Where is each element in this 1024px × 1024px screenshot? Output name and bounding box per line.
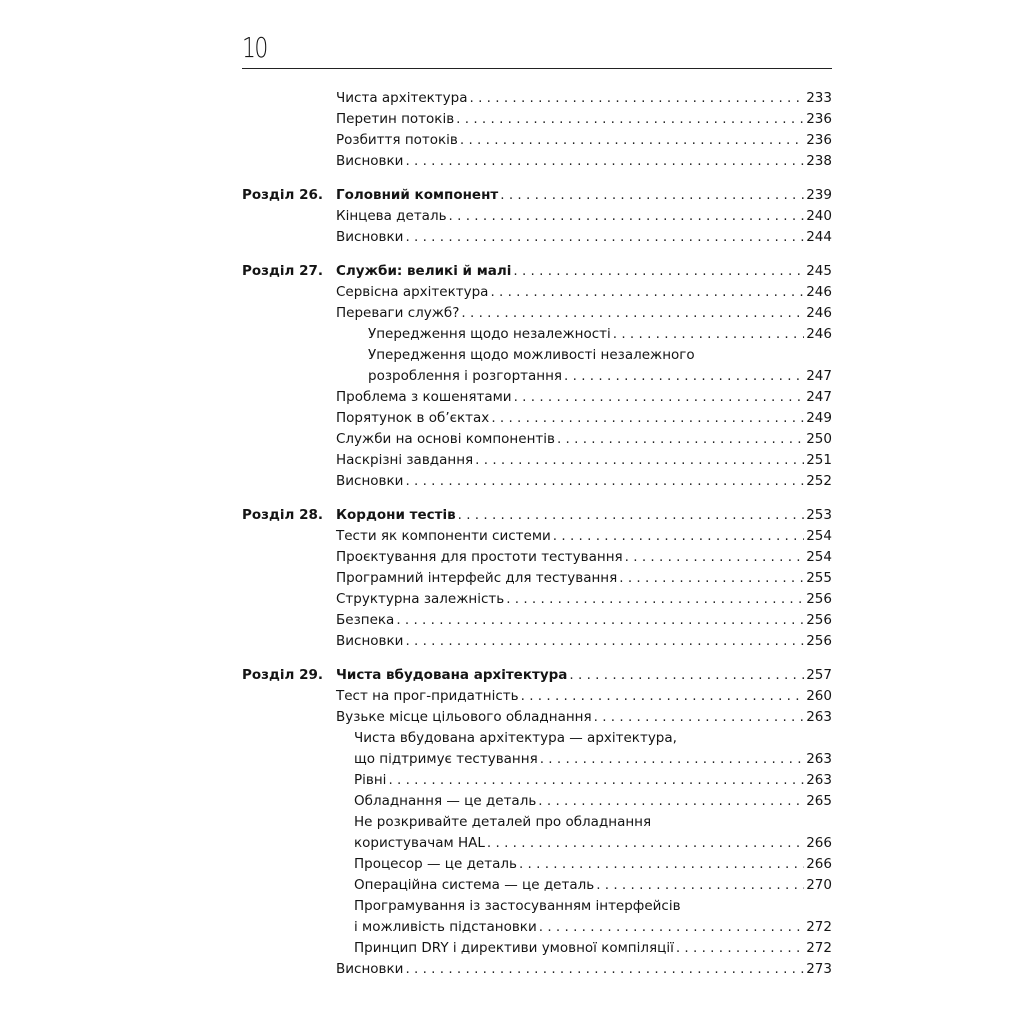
dot-leader: [490, 282, 804, 303]
dot-leader: [540, 749, 805, 770]
toc-row: [242, 686, 832, 707]
toc-row: [242, 665, 832, 686]
toc-entry-title: Рівні: [354, 772, 387, 788]
toc-entry[interactable]: [354, 791, 832, 812]
toc-row-continued: [242, 345, 832, 366]
toc-entry-page: 256: [806, 612, 832, 628]
toc-entry-first-line: Упередження щодо можливості незалежного: [368, 347, 695, 363]
dot-leader: [405, 631, 804, 652]
dot-leader: [613, 324, 804, 345]
toc-row-continued: [242, 896, 832, 917]
toc-entry-page: 252: [806, 473, 832, 489]
toc-entry-title: Тести як компоненти системи: [336, 528, 551, 544]
section-gap: [242, 248, 832, 261]
toc-entry[interactable]: [354, 749, 832, 770]
toc-entry-title: Проєктування для простоти тестування: [336, 549, 623, 565]
toc-entry-title: Чиста вбудована архітектура: [336, 667, 568, 683]
toc-entry[interactable]: [354, 938, 832, 959]
toc-row: [242, 88, 832, 109]
toc-entry-title: Принцип DRY і директиви умовної компіляції: [354, 940, 674, 956]
toc-entry-title: Упередження щодо незалежності: [368, 326, 611, 342]
toc-entry-page: 254: [806, 528, 832, 544]
toc-entry[interactable]: [336, 151, 832, 172]
toc-entry-page: 255: [806, 570, 832, 586]
chapter-title-entry[interactable]: [336, 261, 832, 282]
toc-entry-page: 254: [806, 549, 832, 565]
dot-leader: [625, 547, 805, 568]
toc-entry[interactable]: [354, 854, 832, 875]
dot-leader: [405, 227, 804, 248]
toc-entry-title: Тест на прог-придатність: [336, 688, 519, 704]
chapter-label: Розділ 26.: [242, 187, 324, 203]
toc-entry[interactable]: [336, 568, 832, 589]
toc-entry-page: 250: [806, 431, 832, 447]
dot-leader: [596, 875, 804, 896]
toc-row: [242, 227, 832, 248]
toc-row: [242, 324, 832, 345]
toc-entry-page: 233: [806, 90, 832, 106]
toc-row: [242, 366, 832, 387]
toc-row: [242, 303, 832, 324]
toc-entry-title: Висновки: [336, 633, 404, 649]
dot-leader: [500, 185, 804, 206]
toc-section: [242, 505, 832, 652]
section-gap: [242, 492, 832, 505]
toc-row: [242, 505, 832, 526]
toc-entry-page: 263: [806, 772, 832, 788]
toc-entry-page: 273: [806, 961, 832, 977]
toc-entry[interactable]: [336, 429, 832, 450]
toc-entry[interactable]: [368, 324, 832, 345]
toc-row: [242, 791, 832, 812]
dot-leader: [405, 471, 804, 492]
dot-leader: [491, 408, 804, 429]
dot-leader: [513, 261, 804, 282]
toc-entry-page: 239: [806, 187, 832, 203]
toc-entry-page: 263: [806, 751, 832, 767]
toc-row: [242, 109, 832, 130]
toc-entry-title: Безпека: [336, 612, 395, 628]
toc-entry[interactable]: [336, 547, 832, 568]
toc-entry[interactable]: [336, 206, 832, 227]
chapter-label: Розділ 29.: [242, 667, 324, 683]
toc-row: [242, 282, 832, 303]
toc-row: [242, 770, 832, 791]
toc-entry-title: Переваги служб?: [336, 305, 460, 321]
toc-entry-title: Висновки: [336, 229, 404, 245]
toc-row: [242, 130, 832, 151]
toc-row: [242, 568, 832, 589]
toc-entry[interactable]: [368, 366, 832, 387]
toc-row: [242, 450, 832, 471]
toc-entry-page: 272: [806, 919, 832, 935]
chapter-label: Розділ 28.: [242, 507, 324, 523]
toc-row: [242, 387, 832, 408]
toc-entry-title: Розбиття потоків: [336, 132, 458, 148]
toc-entry-page: 236: [806, 111, 832, 127]
toc-entry-title: Наскрізні завдання: [336, 452, 474, 468]
toc-entry-page: 257: [806, 667, 832, 683]
toc-entry-page: 272: [806, 940, 832, 956]
toc-entry-page: 270: [806, 877, 832, 893]
page-number: 10: [242, 31, 267, 64]
toc-entry-title: розроблення і розгортання: [368, 368, 563, 384]
toc-entry[interactable]: [336, 408, 832, 429]
toc-entry-title: Кордони тестів: [336, 507, 456, 523]
dot-leader: [538, 791, 804, 812]
dot-leader: [469, 88, 804, 109]
toc-entry-page: 263: [806, 709, 832, 725]
toc-entry-title: Програмний інтерфейс для тестування: [336, 570, 618, 586]
toc-row: [242, 526, 832, 547]
toc-row: [242, 429, 832, 450]
toc-entry-page: 247: [806, 389, 832, 405]
toc-entry-page: 238: [806, 153, 832, 169]
toc-entry-title: Проблема з кошенятами: [336, 389, 512, 405]
dot-leader: [458, 505, 805, 526]
toc-row: [242, 547, 832, 568]
toc-row: [242, 938, 832, 959]
dot-leader: [676, 938, 804, 959]
toc-entry-page: 245: [806, 263, 832, 279]
toc-entry[interactable]: [336, 227, 832, 248]
toc-entry-title: Процесор — це деталь: [354, 856, 517, 872]
toc-entry-page: 266: [806, 835, 832, 851]
toc-entry-title: Структурна залежність: [336, 591, 505, 607]
toc-entry[interactable]: [336, 303, 832, 324]
dot-leader: [564, 366, 804, 387]
toc-entry[interactable]: [336, 387, 832, 408]
toc-entry-title: Вузьке місце цільового обладнання: [336, 709, 592, 725]
toc-entry-page: 256: [806, 633, 832, 649]
toc-row: [242, 631, 832, 652]
section-gap: [242, 652, 832, 665]
toc-entry-title: Служби: великі й малі: [336, 263, 512, 279]
toc-entry-title: Головний компонент: [336, 187, 499, 203]
toc-row: [242, 854, 832, 875]
toc-entry-page: 249: [806, 410, 832, 426]
table-of-contents: [242, 88, 832, 980]
toc-entry[interactable]: [336, 707, 832, 728]
toc-row: [242, 151, 832, 172]
toc-entry[interactable]: [336, 471, 832, 492]
toc-entry-page: 246: [806, 305, 832, 321]
dot-leader: [449, 206, 805, 227]
dot-leader: [475, 450, 804, 471]
toc-entry-title: Сервісна архітектура: [336, 284, 489, 300]
toc-entry-first-line: Не розкривайте деталей про обладнання: [354, 814, 652, 830]
toc-entry-page: 240: [806, 208, 832, 224]
toc-entry-title: користувачам HAL: [354, 835, 485, 851]
toc-row: [242, 749, 832, 770]
toc-entry-title: Операційна система — це деталь: [354, 877, 595, 893]
dot-leader: [460, 130, 804, 151]
toc-row-continued: [242, 812, 832, 833]
toc-row: [242, 471, 832, 492]
toc-entry-title: Висновки: [336, 961, 404, 977]
toc-entry-page: 236: [806, 132, 832, 148]
dot-leader: [594, 707, 805, 728]
toc-row: [242, 408, 832, 429]
toc-entry-page: 246: [806, 284, 832, 300]
toc-row-continued: [242, 728, 832, 749]
toc-entry[interactable]: [336, 610, 832, 631]
toc-entry-page: 256: [806, 591, 832, 607]
toc-entry-title: Порятунок в об’єктах: [336, 410, 490, 426]
chapter-title-entry[interactable]: [336, 505, 832, 526]
toc-entry-first-line: Програмування із застосуванням інтерфейсів: [354, 898, 681, 914]
toc-entry-page: 253: [806, 507, 832, 523]
dot-leader: [619, 568, 804, 589]
toc-entry-title: Чиста архітектура: [336, 90, 468, 106]
toc-entry-title: Кінцева деталь: [336, 208, 447, 224]
toc-row: [242, 917, 832, 938]
toc-entry-first-line: Чиста вбудована архітектура — архітектура,: [354, 730, 677, 746]
toc-entry-title: що підтримує тестування: [354, 751, 538, 767]
toc-row: [242, 875, 832, 896]
toc-entry-page: 265: [806, 793, 832, 809]
section-gap: [242, 172, 832, 185]
dot-leader: [553, 526, 804, 547]
dot-leader: [514, 387, 805, 408]
toc-entry[interactable]: [336, 526, 832, 547]
dot-leader: [521, 686, 805, 707]
dot-leader: [405, 151, 804, 172]
toc-row: [242, 610, 832, 631]
chapter-title-entry[interactable]: [336, 185, 832, 206]
header-rule: [242, 68, 832, 69]
dot-leader: [557, 429, 804, 450]
toc-entry-title: Висновки: [336, 473, 404, 489]
dot-leader: [396, 610, 804, 631]
toc-entry[interactable]: [354, 875, 832, 896]
dot-leader: [405, 959, 804, 980]
toc-entry[interactable]: [354, 770, 832, 791]
toc-row: [242, 959, 832, 980]
toc-entry[interactable]: [336, 631, 832, 652]
toc-entry-title: Висновки: [336, 153, 404, 169]
toc-entry[interactable]: [336, 589, 832, 610]
toc-entry[interactable]: [336, 450, 832, 471]
dot-leader: [519, 854, 804, 875]
toc-entry-page: 260: [806, 688, 832, 704]
toc-row: [242, 185, 832, 206]
dot-leader: [388, 770, 804, 791]
dot-leader: [461, 303, 804, 324]
toc-entry[interactable]: [336, 686, 832, 707]
toc-entry-title: Перетин потоків: [336, 111, 455, 127]
dot-leader: [456, 109, 804, 130]
dot-leader: [539, 917, 804, 938]
dot-leader: [569, 665, 804, 686]
toc-row: [242, 833, 832, 854]
toc-entry[interactable]: [354, 917, 832, 938]
toc-row: [242, 589, 832, 610]
chapter-title-entry[interactable]: [336, 665, 832, 686]
toc-row: [242, 206, 832, 227]
toc-entry[interactable]: [354, 833, 832, 854]
toc-entry-page: 246: [806, 326, 832, 342]
toc-section: [242, 261, 832, 492]
toc-entry[interactable]: [336, 959, 832, 980]
toc-entry-page: 251: [806, 452, 832, 468]
toc-section: [242, 88, 832, 172]
toc-row: [242, 707, 832, 728]
toc-entry-title: Обладнання — це деталь: [354, 793, 537, 809]
toc-row: [242, 261, 832, 282]
toc-entry[interactable]: [336, 109, 832, 130]
toc-section: [242, 665, 832, 980]
toc-entry-title: Служби на основі компонентів: [336, 431, 555, 447]
toc-section: [242, 185, 832, 248]
toc-entry-page: 247: [806, 368, 832, 384]
dot-leader: [506, 589, 804, 610]
dot-leader: [487, 833, 804, 854]
toc-entry[interactable]: [336, 282, 832, 303]
toc-entry[interactable]: [336, 88, 832, 109]
toc-entry-page: 244: [806, 229, 832, 245]
chapter-label: Розділ 27.: [242, 263, 324, 279]
toc-entry-page: 266: [806, 856, 832, 872]
toc-entry[interactable]: [336, 130, 832, 151]
toc-entry-title: і можливість підстановки: [354, 919, 537, 935]
